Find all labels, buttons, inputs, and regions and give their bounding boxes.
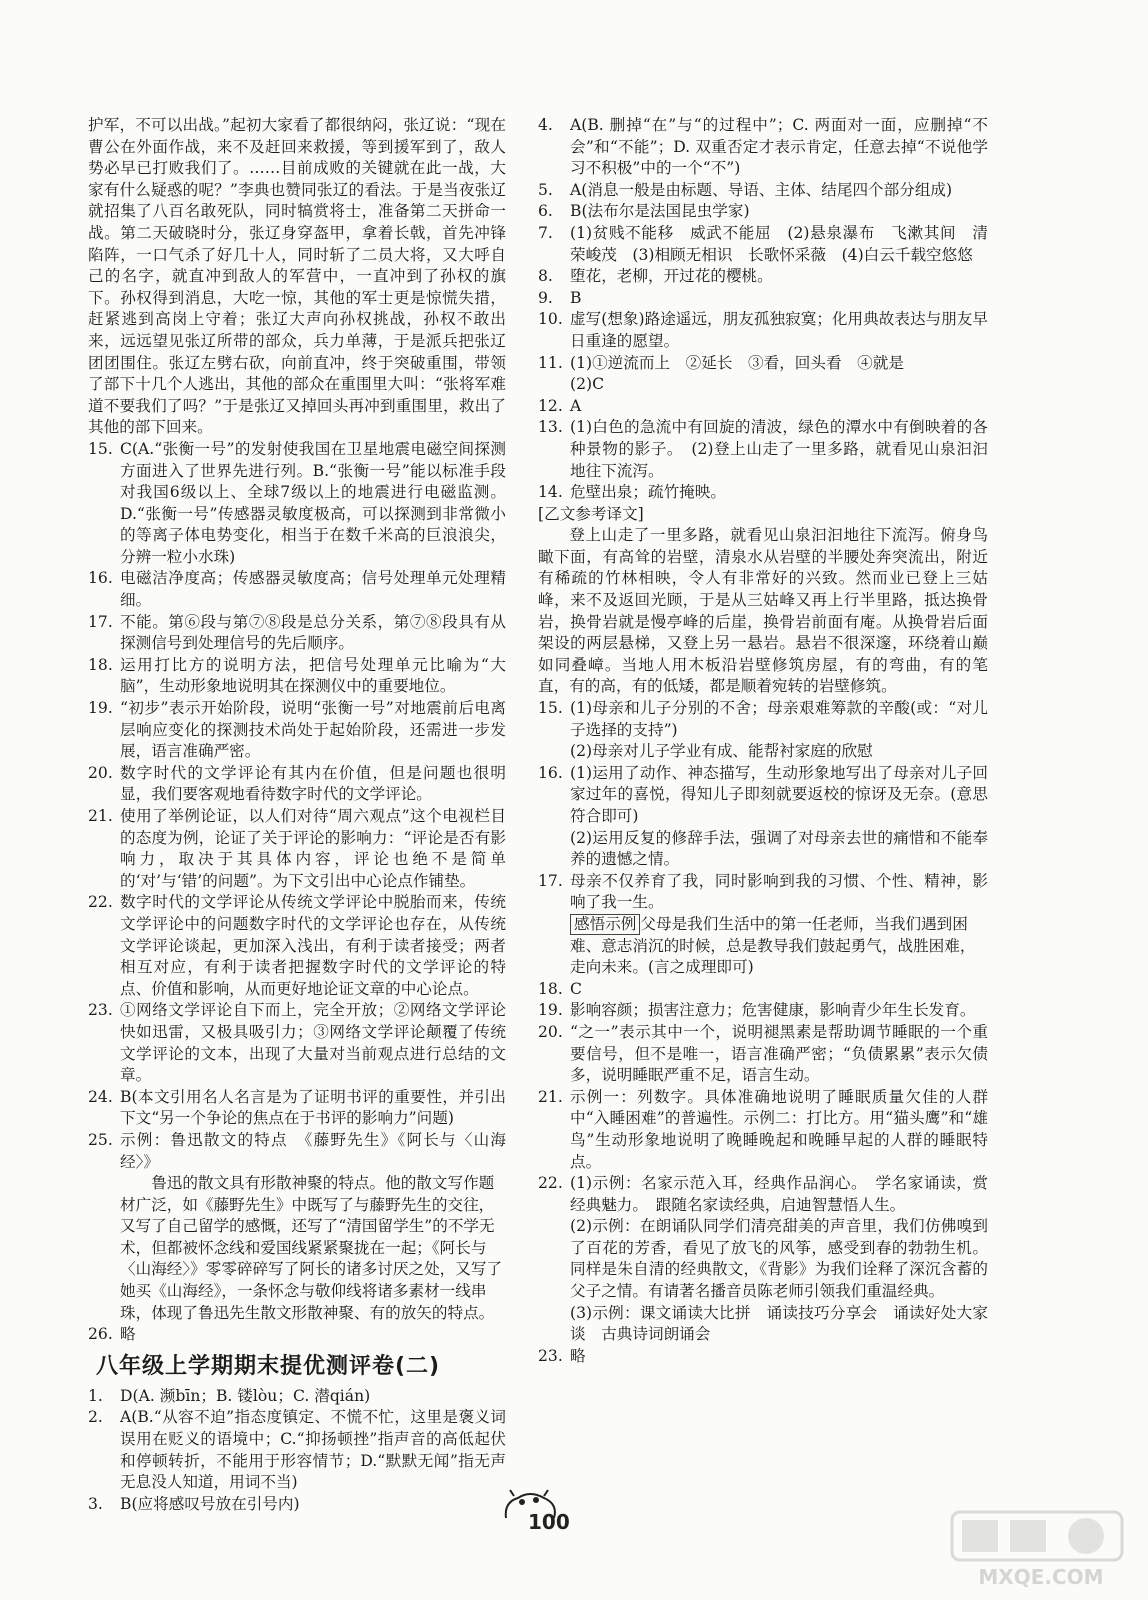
answer-item: 9. B <box>538 288 582 307</box>
answer-item: 7. (1)贫贱不能移 威武不能屈 (2)悬泉瀑布 飞漱其间 清荣峻茂 (3)相顾无相识 长歌怀采薇 (4)白云千载空悠悠 <box>538 223 988 264</box>
answer-item: 20. “之一”表示其中一个，说明褪黑素是帮助调节睡眠的一个重要信号，但不是唯一，语言准确严密；“负债累累”表示欠债多，说明睡眠严重不足，语言生动。 <box>538 1022 988 1085</box>
answer-item: 18. 运用打比方的说明方法，把信号处理单元比喻为“大脑”，生动形象地说明其在探测仪中的重要地位。 <box>88 655 506 696</box>
paragraph-continuation: 护军，不可以出战。”起初大家看了都很纳闷，张辽说：“现在曹公在外面作战，来不及赶回来救援，等到援军到了，敌人势必早已打败我们了。……目前成败的关键就在此一战，大家有什么疑惑的呢？”李典也赞同张辽的看法。于是当夜张辽就招集了八百名敢死队，同时犒赏将士，准备第二天拼命一战。第二天破晓时分，张辽身穿盔甲，拿着长戟，首先冲锋陷阵，一口气杀了好几十人，同时斩了二员大将，又大呼自己的名字，就直冲到敌人的军营中，一直冲到了孙权的旗下。孙权得到消息，大吃一惊，其他的军士更是惊慌失措，赶紧逃到高岗上守着；张辽大声向孙权挑战，孙权不敢出来，远远望见张辽所带的部众，兵力单薄，于是派兵把张辽团团围住。张辽左劈右砍，向前直冲，终于突破重围，带领了部下十几个人逃出，其他的部众在重围里大叫：“张将军难道不要我们了吗？”于是张辽又掉回头再冲到重围里，救出了其他的部下回来。 <box>88 116 506 437</box>
answer-item: 22. 数字时代的文学评论从传统文学评论中脱胎而来，传统文学评论中的问题数字时代的文学评论也存在，从传统文学评论谈起，更加深入浅出，有利于读者接受；两者相互对应，有利于读者把握数字时代的文学评论的特点、价值和影响，从而更好地论证文章的中心论点。 <box>88 893 506 998</box>
answer-item: 2. A(B.“从容不迫”指态度镇定、不慌不忙，这里是褒义词误用在贬义的语境中；C.“抑扬顿挫”指声音的高低起伏和停顿转折，不能用于形容情节；D.“默默无闻”指无声无息没人知道，用词不当) <box>88 1408 506 1492</box>
watermark-text: MXQE.COM <box>978 1565 1104 1589</box>
answer-item: 17. 母亲不仅养育了我，同时影响到我的习惯、个性、精神，影响了我一生。 <box>538 871 988 912</box>
translation-heading: [乙文参考译文] <box>538 504 644 523</box>
answer-item: 19. 影响容颜；损害注意力；危害健康，影响青少年生长发育。 <box>538 1001 976 1020</box>
answer-item: 15. C(A.“张衡一号”的发射使我国在卫星地震电磁空间探测方面进入了世界先进行列。B.“张衡一号”能以标准手段对我国6级以上、全球7级以上的地震进行电磁监测。D.“张衡一号”传感器灵敏度极高，可以探测到非常微小的等离子体电势变化，相当于在数千米高的巨浪浪尖，分辨一粒小水珠) <box>88 439 506 566</box>
answer-item: 11. (1)①逆流而上 ②延长 ③看，回头看 ④就是 (2)C <box>538 353 904 394</box>
insight-label: 感悟示例 <box>570 914 640 935</box>
section-title: 八年级上学期期末提优测评卷(二) <box>96 1353 441 1379</box>
answer-item: 21. 示例一：列数字。具体准确地说明了睡眠质量欠佳的人群中“入睡困难”的普遍性。示例二：打比方。用“猫头鹰”和“雄鸟”生动形象地说明了晚睡晚起和晚睡早起的人群的睡眠特点。 <box>538 1087 988 1171</box>
answer-item: 3. B(应将感叹号放在引号内) <box>88 1494 300 1513</box>
answer-item: 23. 略 <box>538 1346 586 1365</box>
answer-item: 25. 示例：鲁迅散文的特点 《藤野先生》《阿长与〈山海经〉》 <box>88 1130 506 1171</box>
answer-item: 24. B(本文引用名人名言是为了证明书评的重要性，并引出下文“另一个争论的焦点在于书评的影响力”问题) <box>88 1087 506 1128</box>
answer-item: 18. C <box>538 979 582 998</box>
answer-item: 5. A(消息一般是由标题、导语、主体、结尾四个部分组成) <box>538 180 953 199</box>
answer-item: 16. 电磁洁净度高；传感器灵敏度高；信号处理单元处理精细。 <box>88 569 506 610</box>
watermark-logo <box>946 1508 1136 1592</box>
answer-item: 1. D(A. 濒bīn；B. 镂lòu；C. 潜qián) <box>88 1386 371 1405</box>
answer-item: 17. 不能。第⑥段与第⑦⑧段是总分关系，第⑦⑧段具有从探测信号到处理信号的先后顺序。 <box>88 612 506 653</box>
left-column <box>88 115 506 1515</box>
answer-item: 26. 略 <box>88 1325 136 1344</box>
answer-item: 10. 虚写(想象)路途遥远，朋友孤独寂寞；化用典故表达与朋友早日重逢的愿望。 <box>538 310 988 350</box>
translation-text: 登上山走了一里多路，就看见山泉汩汩地往下流泻。俯身鸟瞰下面，有高耸的岩壁，清泉水从岩壁的半腰处奔突流出，附近有稀疏的竹林相映，令人有非常好的兴致。然而业已登上三姑峰，来不及返回光顾，于是从三姑峰又再上行半里路，抵达换骨岩，换骨岩就是慢亭峰的后崖，换骨岩前面有庵。从换骨岩后面架设的两层悬梯，又登上另一悬岩。悬岩不很深邃，环绕着山巅如同叠嶂。当地人用木板沿岩壁修筑房屋，有的弯曲，有的笔直，有的高，有的低矮，都是顺着宛转的岩壁修筑。 <box>538 526 988 696</box>
answer-item: 15. (1)母亲和儿子分别的不舍；母亲艰难筹款的辛酸(或：“对儿子选择的支持”) (2)母亲对儿子学业有成、能帮衬家庭的欣慰 <box>538 699 988 761</box>
right-column <box>538 115 988 1367</box>
answer-item: 6. B(法布尔是法国昆虫学家) <box>538 202 750 221</box>
answer-item: 12. A <box>538 396 582 415</box>
answer-item: 14. 危壁出泉；疏竹掩映。 <box>538 483 726 502</box>
answer-item: 4. A(B. 删掉“在”与“的过程中”；C. 两面对一面，应删掉“不会”和“不能”；D. 双重否定才表示肯定，任意去掉“不说他学习不积极”中的一个“不”) <box>538 116 988 178</box>
answer-item: 19. “初步”表示开始阶段，说明“张衡一号”对地震前后电离层响应变化的探测技术尚处于起始阶段，还需进一步发展，语言准确严密。 <box>88 699 506 761</box>
page-number: 100 <box>528 1510 570 1534</box>
answer-25-body: 鲁迅的散文具有形散神聚的特点。他的散文写作题材广泛，如《藤野先生》中既写了与藤野先生的交往，又写了自己留学的感慨，还写了“清国留学生”的不学无术，但都被怀念线和爱国线紧紧聚拢在一起；《阿长与〈山海经〉》零零碎碎写了阿长的诸多讨厌之处，又写了她买《山海经》，一条怀念与敬仰线将诸多素材一线串珠，体现了鲁迅先生散文形散神聚、有的放矢的特点。 <box>120 1174 503 1322</box>
answer-item: 21. 使用了举例论证，以人们对待“周六观点”这个电视栏目的态度为例，论证了关于评论的影响力：“评论是否有影响力，取决于其具体内容，评论也绝不是简单的‘对’与‘错’的问题”。为下文引出中心论点作铺垫。 <box>88 807 506 890</box>
translation-label: 乙文参考译文 <box>544 504 638 523</box>
answer-item: 22. (1)示例：名家示范入耳，经典作品润心。 学名家诵读，赏经典魅力。 跟随名家读经典，启迪智慧悟人生。 (2)示例：在朗诵队同学们清亮甜美的声音里，我们仿佛嗅到了百花的芳香，看见了放飞的风筝，感受到春的勃勃生机。同样是朱自清的经典散文，《背影》为我们诠释了深沉含蓄的父子之情。有请著名播音员陈老师引领我们重温经典。 (3)示例：课文诵读大比拼 诵读技巧分享会 诵读好处大家谈 古典诗词朗诵会 <box>538 1174 988 1344</box>
answer-item: 16. (1)运用了动作、神态描写，生动形象地写出了母亲对儿子回家过年的喜悦，得知儿子即刻就要返校的惊讶及无奈。(意思符合即可) (2)运用反复的修辞手法，强调了对母亲去世的痛惜和不能奉养的遗憾之情。 <box>538 763 988 869</box>
answer-item: 13. (1)白色的急流中有回旋的清波，绿色的潭水中有倒映着的各种景物的影子。 (2)登上山走了一里多路，就看见山泉汩汩地往下流泻。 <box>538 418 988 480</box>
answer-item: 23. ①网络文学评论自下而上，完全开放；②网络文学评论快如迅雷，又极具吸引力；③网络文学评论颠覆了传统文学评论的文本，出现了大量对当前观点进行总结的文章。 <box>88 1001 506 1085</box>
answer-item: 20. 数字时代的文学评论有其内在价值，但是问题也很明显，我们要客观地看待数字时代的文学评论。 <box>88 763 506 804</box>
answer-item: 8. 堕花，老柳，开过花的樱桃。 <box>538 267 773 286</box>
insight-example: 感悟示例 父母是我们生活中的第一任老师，当我们遇到困难、意志消沉的时候，总是教导我们鼓起勇气，战胜困难，走向未来。(言之成理即可) <box>570 914 976 977</box>
